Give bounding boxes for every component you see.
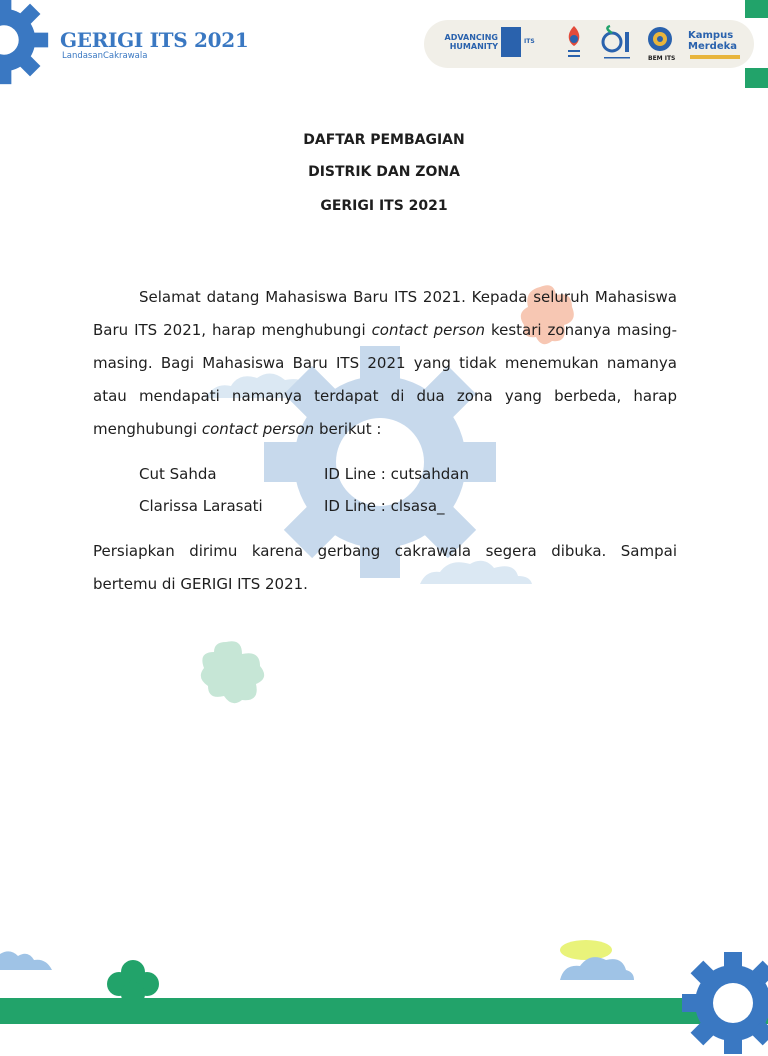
footer-gear-icon: [680, 950, 768, 1056]
corner-green-tab: [745, 0, 768, 18]
heading-line-1: DAFTAR PEMBAGIAN: [303, 132, 465, 148]
humanity-text: HUMANITY: [449, 42, 498, 51]
bem-its-label: BEM ITS: [648, 55, 676, 62]
contact-line-id: ID Line : clsasa_: [324, 497, 445, 515]
cloud-decoration: [0, 946, 52, 970]
ministry-logo-icon: [562, 24, 586, 62]
mint-blob-decoration: [196, 638, 268, 704]
its-logo-text: ITS: [524, 38, 535, 45]
kampus-merdeka-line1: Kampus: [688, 30, 734, 41]
brand-title: GERIGI ITS 2021: [60, 28, 249, 52]
kampus-merdeka-line2: Merdeka: [688, 41, 738, 52]
its-61-logo-icon: [600, 24, 634, 62]
its-logo-icon: [501, 27, 521, 57]
advancing-humanity-logo: [440, 33, 498, 51]
contact-line-id: ID Line : cutsahdan: [324, 465, 469, 483]
footer-green-band: [0, 998, 768, 1024]
intro-text: berikut :: [314, 420, 382, 438]
cloud-decoration: [556, 938, 634, 980]
advancing-text: ADVANCING: [444, 33, 498, 42]
intro-paragraph: [93, 281, 677, 446]
heading-line-3: GERIGI ITS 2021: [320, 198, 448, 214]
closing-paragraph: Persiapkan dirimu karena gerbang cakrawala segera dibuka. Sampai bertemu di GERIGI ITS 2021.: [93, 542, 677, 593]
contact-name: Clarissa Larasati: [139, 497, 263, 515]
contact-name: Cut Sahda: [139, 465, 217, 483]
intro-text: Selamat datang Mahasiswa Baru ITS 2021. Kepada seluruh Mahasiswa Baru ITS 2021, harap menghubungi: [93, 288, 677, 339]
contact-person-term: contact person: [371, 321, 486, 339]
heading-line-2: DISTRIK DAN ZONA: [308, 164, 460, 180]
corner-green-tab: [745, 68, 768, 88]
intro-text: kestari zonanya masing-masing. Bagi Mahasiswa Baru ITS 2021 yang tidak menemukan namanya atau mendapati namanya terdapat di dua zona yang berbeda, harap menghubungi: [93, 321, 677, 438]
kampus-merdeka-underline: [690, 55, 740, 59]
brand-subtitle: LandasanCakrawala: [62, 51, 148, 61]
contact-person-term: contact person: [201, 420, 315, 438]
brand-gear-icon: [0, 0, 50, 90]
